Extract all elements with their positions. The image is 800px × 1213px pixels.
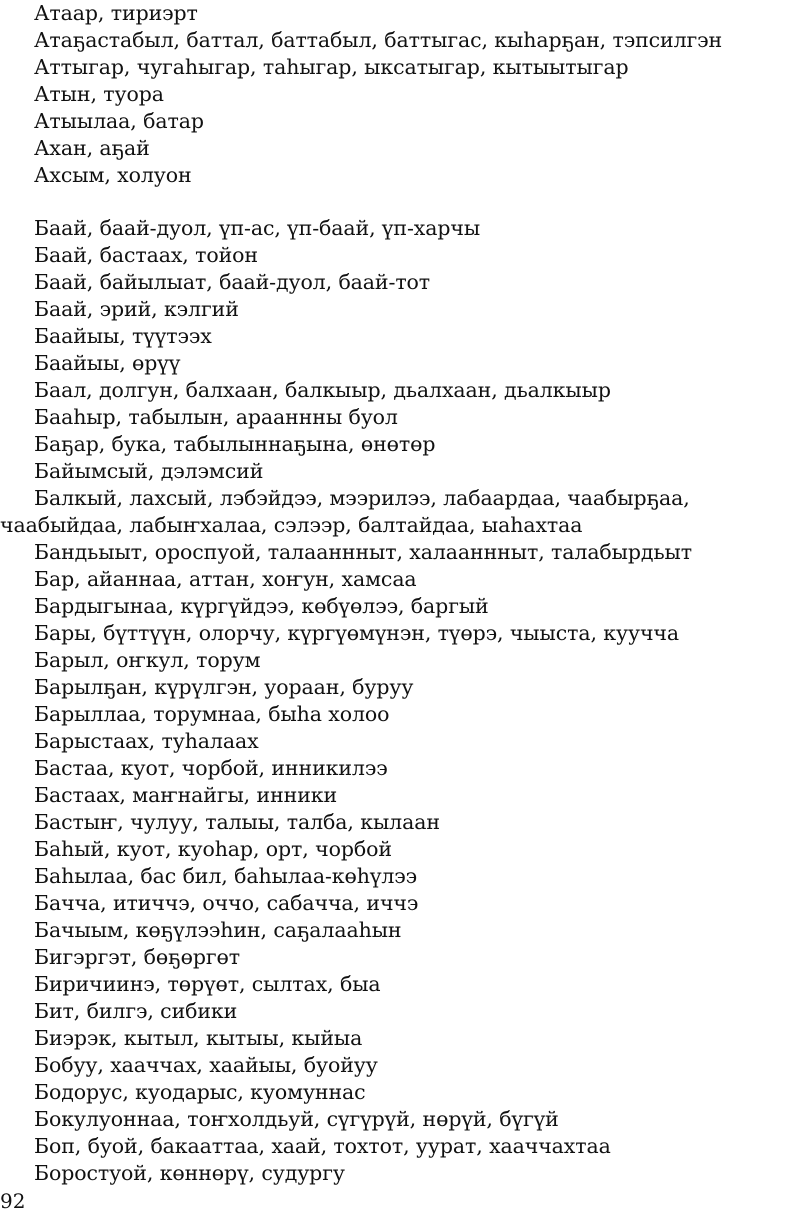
entry-line: Барыллаа, торумнаа, быһа холоо xyxy=(34,702,390,726)
entry-line: Бит, билгэ, сибики xyxy=(34,999,238,1023)
entry-line: Аттыгар, чугаһыгар, таһыгар, ыксатыгар, кытыытыгар xyxy=(34,55,629,79)
entry-line: Бары, бүттүүн, олорчу, күргүөмүнэн, түөрэ, чыыста, куучча xyxy=(34,621,679,645)
entry-line: Ахан, аҕай xyxy=(34,136,150,160)
entry-line: Бигэргэт, бөҕөргөт xyxy=(34,945,241,969)
entry-line: Атын, туора xyxy=(34,82,164,106)
page-number: 92 xyxy=(0,1189,26,1213)
entry-line: Балкый, лахсый, лэбэйдээ, мээрилээ, лабаардаа, чаабырҕаа, xyxy=(34,486,690,510)
entry-line: Атаар, тириэрт xyxy=(34,1,198,25)
entry-line: Барыстаах, туһалаах xyxy=(34,729,259,753)
entry-line: Баай, бастаах, тойон xyxy=(34,243,258,267)
entry-line: Баай, эрий, кэлгий xyxy=(34,297,239,321)
entry-line: Баай, байылыат, баай-дуол, баай-тот xyxy=(34,270,431,294)
entry-line: Бодорус, куодарыс, куомуннас xyxy=(34,1080,366,1104)
entry-line: Баайыы, түүтээх xyxy=(34,324,212,348)
entry-line: Барылҕан, күрүлгэн, уораан, буруу xyxy=(34,675,414,699)
entry-line: Боп, буой, бакааттаа, хаай, тохтот, уурат, хааччахтаа xyxy=(34,1134,611,1158)
entry-line: Бокулуоннаа, тоҥхолдьуй, сүгүрүй, нөрүй, бүгүй xyxy=(34,1107,559,1131)
entry-line: Боростуой, көннөрү, судургу xyxy=(34,1161,345,1185)
entry-line: Барыл, оҥкул, торум xyxy=(34,648,261,672)
entry-line: Баҕар, бука, табылыннаҕына, өнөтөр xyxy=(34,432,436,456)
entry-line: Бастаах, маҥнайгы, инники xyxy=(34,783,338,807)
entry-line: Атыылаа, батар xyxy=(34,109,204,133)
entry-line: Атаҕастабыл, баттал, баттабыл, баттыгас, кыһарҕан, тэпсилгэн xyxy=(34,28,723,52)
entry-line: Бастаа, куот, чорбой, инникилээ xyxy=(34,756,388,780)
entry-line: Баал, долгун, балхаан, балкыыр, дьалхаан, дьалкыыр xyxy=(34,378,611,402)
entry-line: Биричиинэ, төрүөт, сылтах, быа xyxy=(34,972,381,996)
entry-line: Бастыҥ, чулуу, талыы, талба, кылаан xyxy=(34,810,440,834)
entry-line: Бааһыр, табылын, арааннны буол xyxy=(34,405,398,429)
entry-line: Бачыым, көҕүлээһин, саҕалааһын xyxy=(34,918,402,942)
entry-line: Баай, баай-дуол, үп-ас, үп-баай, үп-харчы xyxy=(34,216,481,240)
entry-line: Бардыгынаа, күргүйдээ, көбүөлээ, баргый xyxy=(34,594,489,618)
entry-line: Баһый, куот, куоһар, орт, чорбой xyxy=(34,837,392,861)
section-gap xyxy=(0,189,800,215)
entry-line: Бачча, итиччэ, оччо, сабачча, иччэ xyxy=(34,891,419,915)
entry-line: Биэрэк, кытыл, кытыы, кыйыа xyxy=(34,1026,363,1050)
entry-line: Бандьыыт, ороспуой, талааннныт, халааннныт, талабырдьыт xyxy=(34,540,692,564)
entry-line: Ахсым, холуон xyxy=(34,163,192,187)
entry-line: Бобуу, хааччах, хаайыы, буойуу xyxy=(34,1053,378,1077)
entry-line: Баһылаа, бас бил, баһылаа-көһүлээ xyxy=(34,864,418,888)
entry-line: Баайыы, өрүү xyxy=(34,351,181,375)
entry-line: Байымсый, дэлэмсий xyxy=(34,459,264,483)
entry-continuation-line: чаабыйдаа, лабыҥхалаа, сэлээр, балтайдаа, ыаһахтаа xyxy=(0,513,583,537)
entry-line: Бар, айаннаа, аттан, хоҥун, хамсаа xyxy=(34,567,417,591)
